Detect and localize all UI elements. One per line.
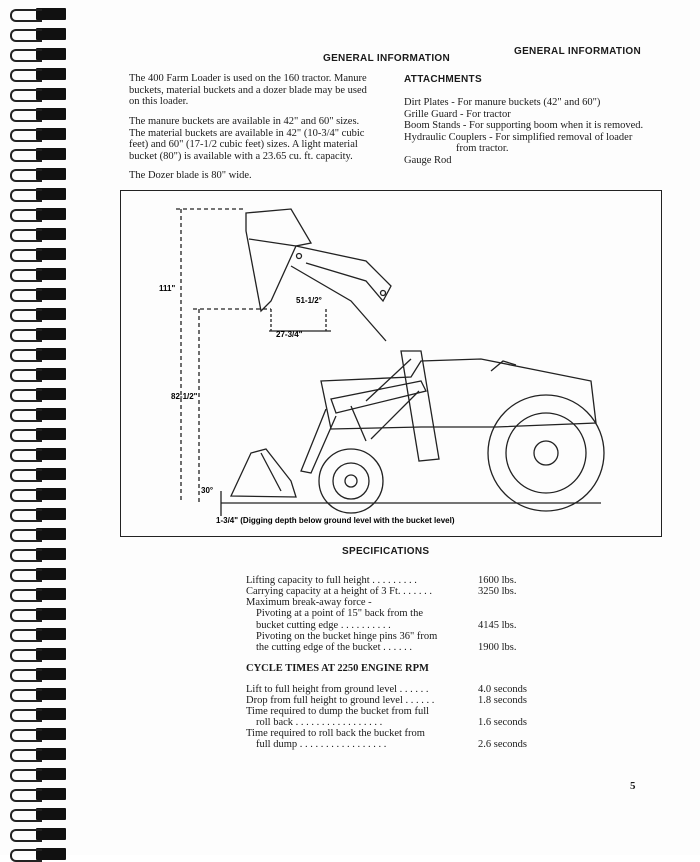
text-line: buckets, material buckets and a dozer blade may be used: [129, 84, 367, 96]
lowered-bucket: [231, 449, 296, 497]
page-number: 5: [630, 780, 636, 792]
binding-coil: [10, 849, 42, 862]
text-line: on this loader.: [129, 96, 189, 107]
list-item: Hydraulic Couplers - For simplified removal of loader: [404, 131, 633, 143]
list-item: Grille Guard - For tractor: [404, 108, 511, 120]
binding-coil: [10, 569, 42, 582]
binding-coil: [10, 649, 42, 662]
spec-label: the cutting edge of the bucket . . . . . .: [256, 642, 412, 653]
binding-coil: [10, 149, 42, 162]
intro-paragraph-3: The Dozer blade is 80" wide.: [129, 170, 252, 181]
dim-label-dig-depth: 1-3/4" (Digging depth below ground level with the bucket level): [216, 516, 455, 525]
spec-label: Carrying capacity at a height of 3 Ft. . . . . . .: [246, 586, 433, 597]
dim-label-reach: 27-3/4": [276, 330, 303, 339]
binding-coil: [10, 669, 42, 682]
binding-coil: [10, 369, 42, 382]
cycle-value: 2.6 seconds: [478, 739, 527, 750]
binding-coil: [10, 449, 42, 462]
binding-coil: [10, 129, 42, 142]
loader-dimension-diagram: [120, 190, 662, 537]
loader-tower: [401, 351, 439, 461]
steering-wheel: [491, 361, 516, 371]
list-item: Boom Stands - For supporting boom when it is removed.: [404, 120, 644, 131]
text-line: bucket (80") is available with a 23.65 cu. ft. capacity.: [129, 150, 353, 162]
raised-boom: [296, 246, 391, 301]
cycle-label: Time required to dump the bucket from full: [246, 706, 430, 717]
binding-coil: [10, 189, 42, 202]
list-item: Dirt Plates - For manure buckets (42" and 60"): [404, 97, 601, 108]
binding-coil: [10, 389, 42, 402]
binding-coil: [10, 509, 42, 522]
binding-coil: [10, 309, 42, 322]
spec-label: Pivoting on the bucket hinge pins 36" from: [256, 631, 438, 642]
binding-coil: [10, 789, 42, 802]
binding-coil: [10, 469, 42, 482]
text-line: feet) and 60" (17-1/2 cubic feet) sizes. A light material: [129, 139, 358, 150]
spec-value: 4145 lbs.: [478, 620, 517, 631]
spec-value: 3250 lbs.: [478, 586, 517, 597]
spec-label: Pivoting at a point of 15" back from the: [256, 608, 424, 619]
binding-coil: [10, 89, 42, 102]
binding-coil: [10, 29, 42, 42]
loader-drawing: [121, 191, 661, 536]
running-header: GENERAL INFORMATION: [514, 46, 641, 57]
text-line: The material buckets are available in 42" (10-3/4" cubic: [129, 127, 365, 139]
cycle-value: 1.8 seconds: [478, 695, 527, 706]
spec-label: Maximum break-away force -: [246, 597, 372, 608]
binding-coil: [10, 489, 42, 502]
binding-coil: [10, 409, 42, 422]
binding-coil: [10, 329, 42, 342]
cycle-label: roll back . . . . . . . . . . . . . . . . .: [256, 717, 383, 728]
binding-coil: [10, 49, 42, 62]
binding-coil: [10, 229, 42, 242]
binding-coil: [10, 589, 42, 602]
binding-coil: [10, 829, 42, 842]
binding-coil: [10, 289, 42, 302]
spec-value: 1600 lbs.: [478, 575, 517, 586]
spec-value: 1900 lbs.: [478, 642, 517, 653]
list-item: from tractor.: [456, 143, 509, 154]
attachments-title: ATTACHMENTS: [404, 74, 482, 85]
binding-coil: [10, 249, 42, 262]
binding-coil: [10, 9, 42, 22]
dim-label-angle-bottom: 30°: [201, 486, 214, 495]
binding-coil: [10, 69, 42, 82]
cycle-times-title: CYCLE TIMES AT 2250 ENGINE RPM: [246, 663, 429, 674]
binding-coil: [10, 549, 42, 562]
binding-coil: [10, 689, 42, 702]
cycle-label: full dump . . . . . . . . . . . . . . . . .: [256, 739, 387, 750]
binding-coil: [10, 729, 42, 742]
spiral-binding: [0, 0, 70, 855]
cycle-value: 1.6 seconds: [478, 717, 527, 728]
binding-coil: [10, 269, 42, 282]
intro-paragraph-2: [129, 116, 364, 162]
binding-coil: [10, 169, 42, 182]
cycle-label: Lift to full height from ground level . . . . . .: [246, 684, 429, 695]
binding-coil: [10, 529, 42, 542]
binding-coil: [10, 629, 42, 642]
spec-label: Lifting capacity to full height . . . . . . . . .: [246, 575, 417, 586]
text-line: The 400 Farm Loader is used on the 160 tractor. Manure: [129, 73, 367, 84]
binding-coil: [10, 109, 42, 122]
binding-coil: [10, 349, 42, 362]
binding-coil: [10, 609, 42, 622]
cycle-label: Time required to roll back the bucket from: [246, 728, 425, 739]
binding-coil: [10, 709, 42, 722]
binding-coil: [10, 809, 42, 822]
attachments-list: [404, 97, 643, 166]
cycle-label: Drop from full height to ground level . . . . . .: [246, 695, 435, 706]
dim-label-angle-top: 51-1/2°: [296, 296, 322, 305]
binding-coil: [10, 209, 42, 222]
lowered-boom: [331, 381, 426, 413]
cycle-value: 4.0 seconds: [478, 684, 527, 695]
dim-label-height-dump: 82-1/2": [171, 392, 198, 401]
specifications-title: SPECIFICATIONS: [342, 546, 430, 557]
binding-coil: [10, 769, 42, 782]
binding-coil: [10, 749, 42, 762]
dim-label-height-full: 111": [159, 284, 176, 293]
intro-paragraph-1: [129, 73, 367, 108]
spec-label: bucket cutting edge . . . . . . . . . .: [256, 620, 391, 631]
list-item: Gauge Rod: [404, 154, 452, 166]
page-title: GENERAL INFORMATION: [323, 53, 450, 64]
tractor-hood: [321, 359, 596, 429]
text-line: The manure buckets are available in 42" and 60" sizes.: [129, 116, 360, 127]
binding-coil: [10, 429, 42, 442]
